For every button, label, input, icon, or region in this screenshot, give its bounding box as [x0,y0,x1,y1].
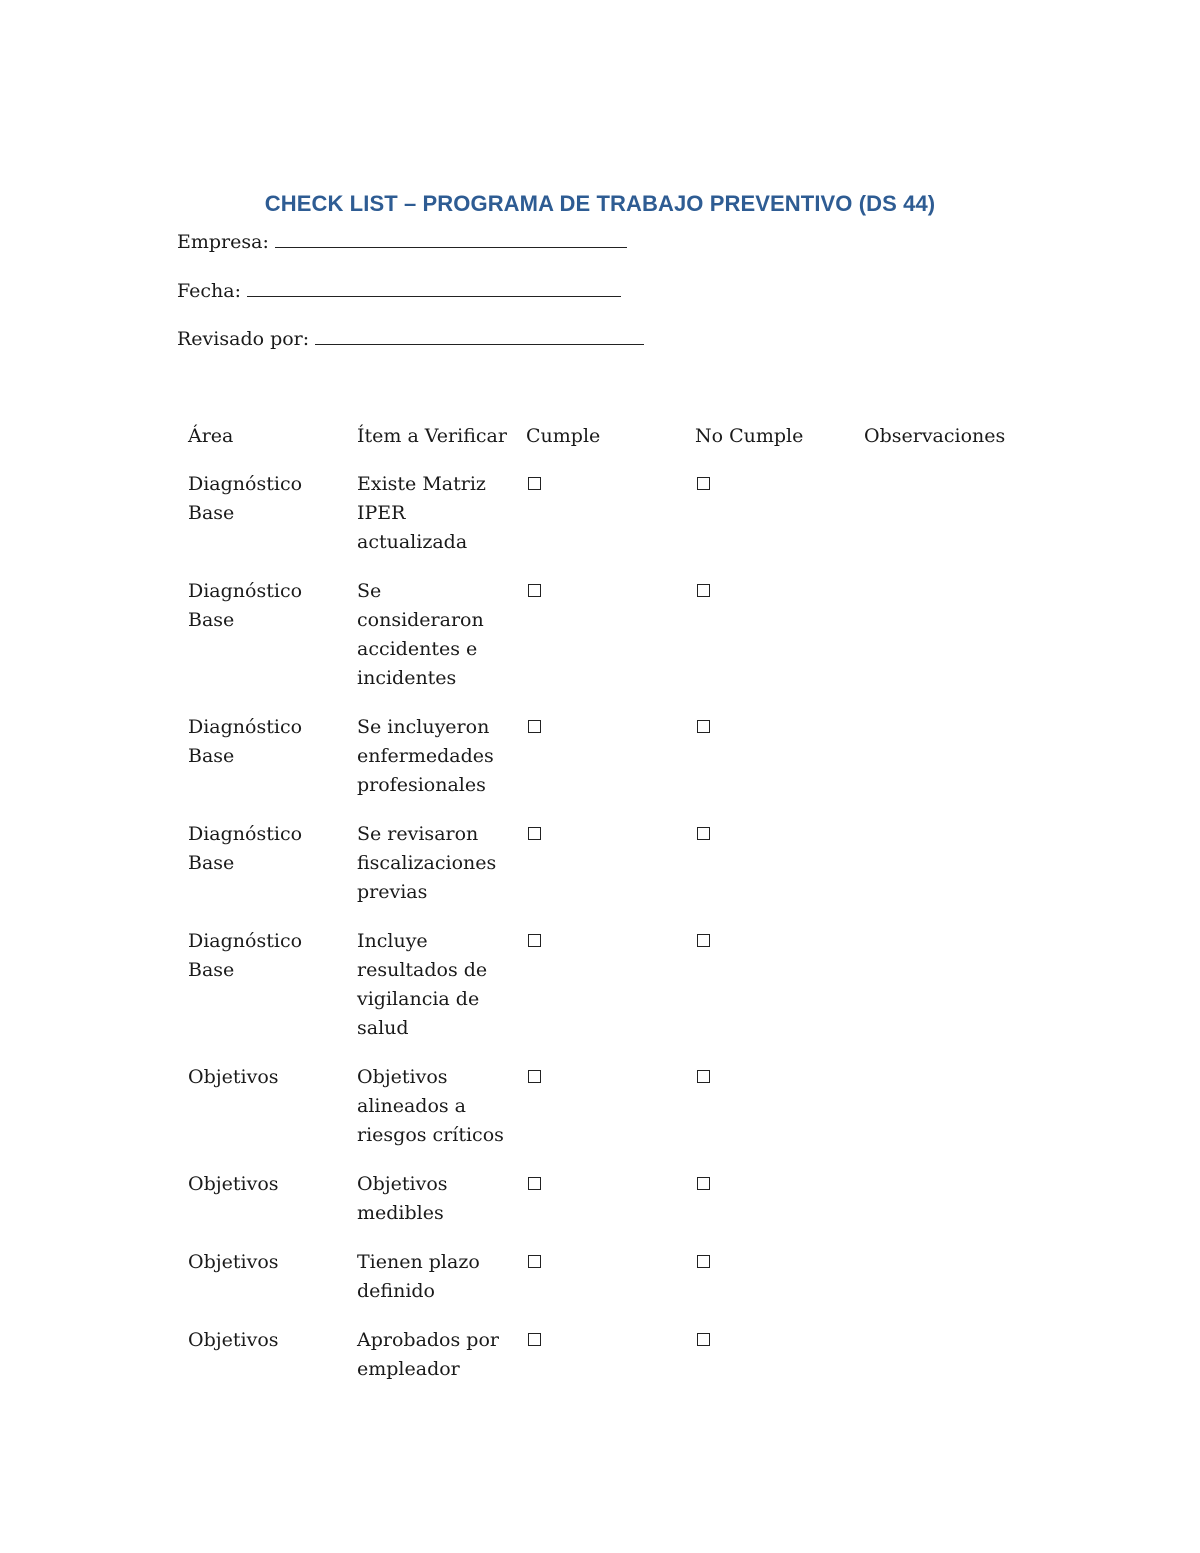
cumple-checkbox[interactable] [528,1177,541,1190]
no-cumple-checkbox[interactable] [697,584,710,597]
cell-cumple [526,927,695,956]
cumple-checkbox[interactable] [528,827,541,840]
cell-cumple [526,820,695,849]
cell-cumple [526,1326,695,1355]
cumple-checkbox[interactable] [528,1255,541,1268]
cell-cumple [526,1248,695,1277]
cell-item: Se incluyeron enfermedades profesionales [357,716,494,796]
cell-area: Diagnóstico Base [188,930,303,981]
cell-item: Objetivos medibles [357,1173,448,1224]
cell-cumple [526,1170,695,1199]
cell-area: Objetivos [188,1329,279,1351]
no-cumple-checkbox[interactable] [697,1333,710,1346]
header-area: Área [188,425,234,447]
no-cumple-checkbox[interactable] [697,827,710,840]
cell-item: Se revisaron fiscalizaciones previas [357,823,497,903]
cumple-checkbox[interactable] [528,720,541,733]
cumple-checkbox[interactable] [528,584,541,597]
header-item: Ítem a Verificar [357,425,507,447]
table-row [188,713,1068,800]
cumple-checkbox[interactable] [528,934,541,947]
cell-item: Se consideraron accidentes e incidentes [357,580,484,689]
table-row [188,927,1068,1043]
cell-area: Objetivos [188,1251,279,1273]
cell-cumple [526,713,695,742]
cell-area: Diagnóstico Base [188,823,303,874]
cell-no-cumple [695,470,864,499]
cell-area: Diagnóstico Base [188,580,303,631]
table-row [188,1248,1068,1306]
no-cumple-checkbox[interactable] [697,1177,710,1190]
table-row [188,1170,1068,1228]
header-observaciones: Observaciones [864,425,1006,447]
cell-area: Objetivos [188,1066,279,1088]
no-cumple-checkbox[interactable] [697,1255,710,1268]
no-cumple-checkbox[interactable] [697,934,710,947]
cell-cumple [526,470,695,499]
header-cumple: Cumple [526,425,601,447]
page-title: CHECK LIST – PROGRAMA DE TRABAJO PREVENTIVO (DS 44) [264,191,936,216]
table-body [188,470,1068,1384]
cumple-checkbox[interactable] [528,477,541,490]
empresa-blank[interactable] [275,229,627,248]
table-row [188,820,1068,907]
cell-no-cumple [695,1063,864,1092]
header-no-cumple: No Cumple [695,425,804,447]
no-cumple-checkbox[interactable] [697,720,710,733]
cell-item: Existe Matriz IPER actualizada [357,473,486,553]
empresa-field [177,229,627,254]
no-cumple-checkbox[interactable] [697,1070,710,1083]
cell-no-cumple [695,713,864,742]
table-row [188,1063,1068,1150]
cumple-checkbox[interactable] [528,1070,541,1083]
cell-item: Incluye resultados de vigilancia de salud [357,930,488,1039]
cell-cumple [526,1063,695,1092]
cell-item: Objetivos alineados a riesgos críticos [357,1066,504,1146]
cell-area: Objetivos [188,1173,279,1195]
cell-no-cumple [695,577,864,606]
fecha-label: Fecha: [177,280,241,302]
table-row [188,1326,1068,1384]
cell-item: Tienen plazo definido [357,1251,480,1302]
fecha-field [177,278,621,303]
table-header-row [188,422,1068,451]
cell-no-cumple [695,820,864,849]
no-cumple-checkbox[interactable] [697,477,710,490]
revisado-por-label: Revisado por: [177,328,310,350]
cell-item: Aprobados por empleador [357,1329,499,1380]
cell-cumple [526,577,695,606]
fecha-blank[interactable] [247,278,621,297]
cell-no-cumple [695,1248,864,1277]
empresa-label: Empresa: [177,231,269,253]
cell-area: Diagnóstico Base [188,473,303,524]
cumple-checkbox[interactable] [528,1333,541,1346]
table-row [188,577,1068,693]
revisado-por-field [177,326,644,351]
cell-no-cumple [695,1326,864,1355]
cell-area: Diagnóstico Base [188,716,303,767]
revisado-por-blank[interactable] [315,326,644,345]
checklist-table [188,422,1068,1404]
cell-no-cumple [695,1170,864,1199]
table-row [188,470,1068,557]
cell-no-cumple [695,927,864,956]
